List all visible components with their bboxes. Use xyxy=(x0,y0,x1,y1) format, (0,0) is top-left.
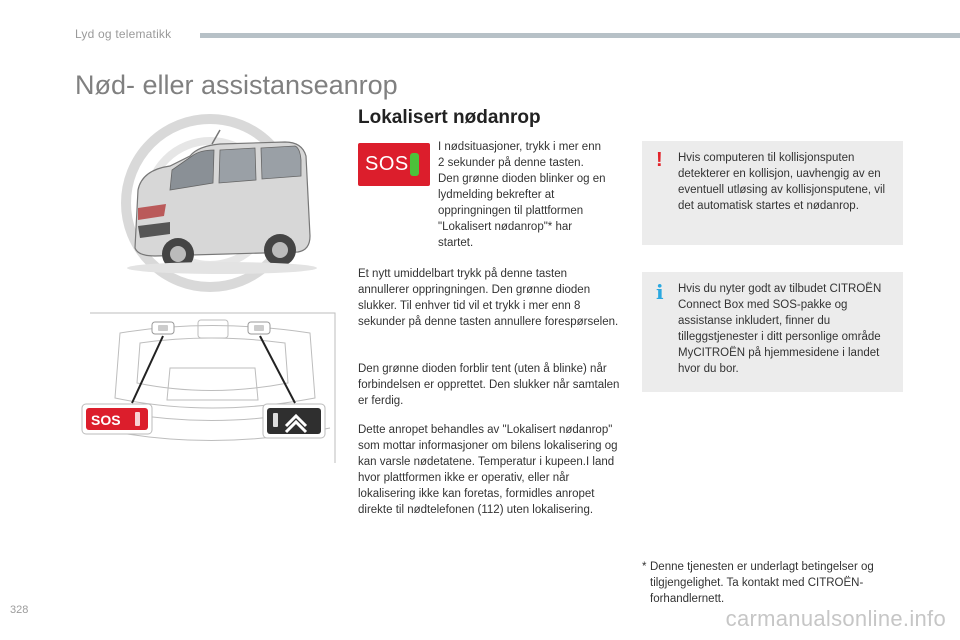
sos-button-label: SOS xyxy=(365,153,409,175)
van-illustration xyxy=(80,108,340,293)
footnote-text: Denne tjenesten er underlagt betingelser og tilgjengelighet. Ta kontakt med CITROËN-forhandlernett. xyxy=(650,561,874,605)
warning-note-text: Hvis computeren til kollisjonsputen detekterer en kollisjon, uavhengig av en eventuell utløsing av kollisjonsputene, vil det automatisk startes et nødanrop. xyxy=(678,152,886,212)
header-rule xyxy=(200,33,960,38)
green-led-icon xyxy=(410,153,419,176)
footnote-star: * xyxy=(642,561,647,573)
warning-exclamation-icon: ! xyxy=(656,149,663,171)
info-icon: i xyxy=(656,280,664,304)
footnote xyxy=(642,559,932,607)
instruction-paragraph-1: I nødsituasjoner, trykk i mer enn 2 sekunder på denne tasten. Den grønne dioden blinker og en lydmelding bekrefter at oppringningen til plattformen "Lokalisert nødanrop"* har startet. xyxy=(438,141,606,249)
page-title: Nød- eller assistanseanrop xyxy=(75,70,398,100)
warning-note xyxy=(642,141,903,245)
watermark: carmanualsonline.info xyxy=(725,606,946,631)
info-note-text: Hvis du nyter godt av tilbudet CITROËN Connect Box med SOS-pakke og assistanse inkludert, finner du tilleggstjenester i ditt personlige område MyCITROËN på hjemmesidene i landet hvor du bor. xyxy=(678,283,882,375)
instruction-paragraph-4: Dette anropet behandles av "Lokalisert nødanrop" som mottar informasjoner om bilens lokalisering og kan varsle nødetatene. Temperatur i kupeen.I land hvor plattformen ikke er operativ, eller når lokalisering ikke kan foretas, formidles anropet direkte til nødtelefonen (112) uten lokalisering. xyxy=(358,424,618,516)
panel-sos-label: SOS xyxy=(91,412,121,428)
info-note xyxy=(642,272,903,392)
instruction-paragraph-2: Et nytt umiddelbart trykk på denne tasten annullerer oppringningen. Den grønne dioden slukker. Til enhver tid vil et trykk i mer enn 8 sekunder på denne tasten annullere forespørselen. xyxy=(358,268,619,328)
section-label: Lyd og telematikk xyxy=(75,27,172,41)
section-subtitle: Lokalisert nødanrop xyxy=(358,107,541,128)
page-number: 328 xyxy=(10,604,29,616)
ceiling-panel-illustration xyxy=(80,308,345,468)
instruction-paragraph-3: Den grønne dioden forblir tent (uten å blinke) når forbindelsen er opprettet. Den slukker når samtalen er ferdig. xyxy=(358,363,620,407)
sos-button-icon xyxy=(358,143,430,186)
